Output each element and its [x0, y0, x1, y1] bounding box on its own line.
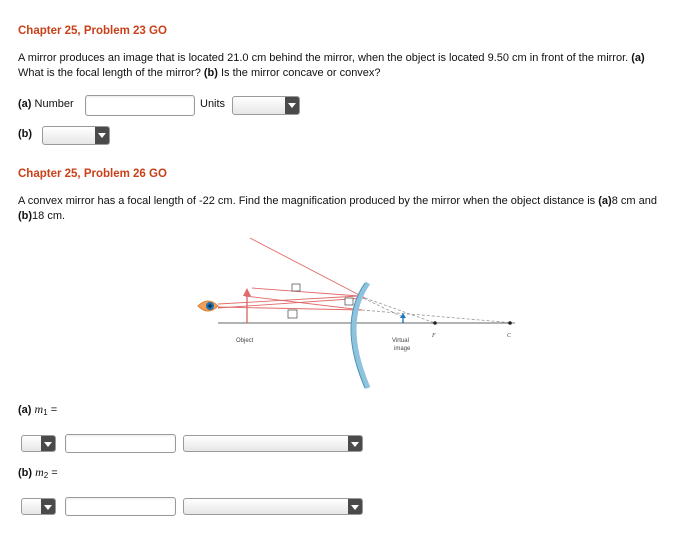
- incident-ray-3: [252, 288, 359, 296]
- m1-equals: =: [50, 404, 58, 416]
- m2-label: [18, 465, 58, 480]
- concave-convex-select[interactable]: [42, 126, 110, 145]
- label-box-3: [288, 310, 297, 318]
- problem-23-title: Chapter 25, Problem 23 GO: [18, 25, 167, 37]
- problem-26-title: Chapter 25, Problem 26 GO: [18, 168, 167, 180]
- virtual-label: Virtual: [392, 338, 409, 344]
- m1-type-select[interactable]: [183, 435, 363, 452]
- eye-icon: [198, 301, 218, 311]
- center-of-curvature: [508, 321, 512, 325]
- part-a-marker: (a): [631, 52, 645, 64]
- part-a-label: (a): [18, 404, 32, 416]
- problem-23-text: [18, 51, 688, 81]
- chevron-down-icon: [348, 499, 362, 514]
- chevron-down-icon: [285, 97, 299, 114]
- label-box-2: [345, 298, 353, 305]
- m1-subscript: 1: [43, 408, 48, 417]
- virtual-image-arrow: [400, 313, 406, 323]
- object-label: Object: [236, 338, 254, 344]
- m2-sign-select[interactable]: [21, 498, 56, 515]
- chevron-down-icon: [95, 127, 109, 144]
- problem-23-text-line2: What is the focal length of the mirror?: [18, 67, 204, 79]
- part-a-row-label: [18, 98, 74, 110]
- image-label: image: [394, 346, 411, 352]
- m1-symbol: m: [34, 402, 44, 416]
- problem-23-text-line2-end: Is the mirror concave or convex?: [217, 67, 381, 79]
- chevron-down-icon: [41, 499, 55, 514]
- part-a-distance: 8 cm and: [611, 195, 657, 207]
- label-box-1: [292, 284, 300, 291]
- m2-equals: =: [51, 467, 58, 479]
- m2-value-input[interactable]: [65, 497, 176, 516]
- problem-26-text-line1: A convex mirror has a focal length of -22 cm. Find the magnification produced by the mirror when the object distance is: [18, 195, 599, 207]
- part-b-marker: (b): [203, 67, 218, 79]
- part-b-marker: (b): [18, 210, 33, 222]
- number-label: Number: [34, 98, 74, 110]
- c-label: C: [507, 333, 512, 339]
- number-input[interactable]: [85, 95, 195, 116]
- virtual-extensions: [359, 296, 515, 323]
- problem-26-text: [18, 194, 698, 224]
- f-label: F: [432, 333, 436, 339]
- chevron-down-icon: [41, 436, 55, 451]
- focal-point: [433, 321, 437, 325]
- chevron-down-icon: [348, 436, 362, 451]
- problem-23-text-line1: A mirror produces an image that is located 21.0 cm behind the mirror, when the object is located 9.50 cm in front of the mirror.: [18, 52, 632, 64]
- light-rays: [218, 238, 365, 310]
- m2-type-select[interactable]: [183, 498, 363, 515]
- part-b-label: (b): [18, 467, 33, 479]
- part-a-label: (a): [18, 98, 32, 110]
- part-b-distance: 18 cm.: [32, 210, 66, 222]
- part-b-label: (b): [18, 128, 33, 140]
- m1-label: [18, 402, 57, 417]
- convex-mirror-ray-diagram: [190, 228, 530, 393]
- m2-subscript: 2: [43, 471, 49, 480]
- part-a-marker: (a): [598, 195, 612, 207]
- m1-value-input[interactable]: [65, 434, 176, 453]
- m1-sign-select[interactable]: [21, 435, 56, 452]
- units-select[interactable]: [232, 96, 300, 115]
- m2-symbol: m: [35, 465, 44, 479]
- units-label: Units: [200, 98, 226, 110]
